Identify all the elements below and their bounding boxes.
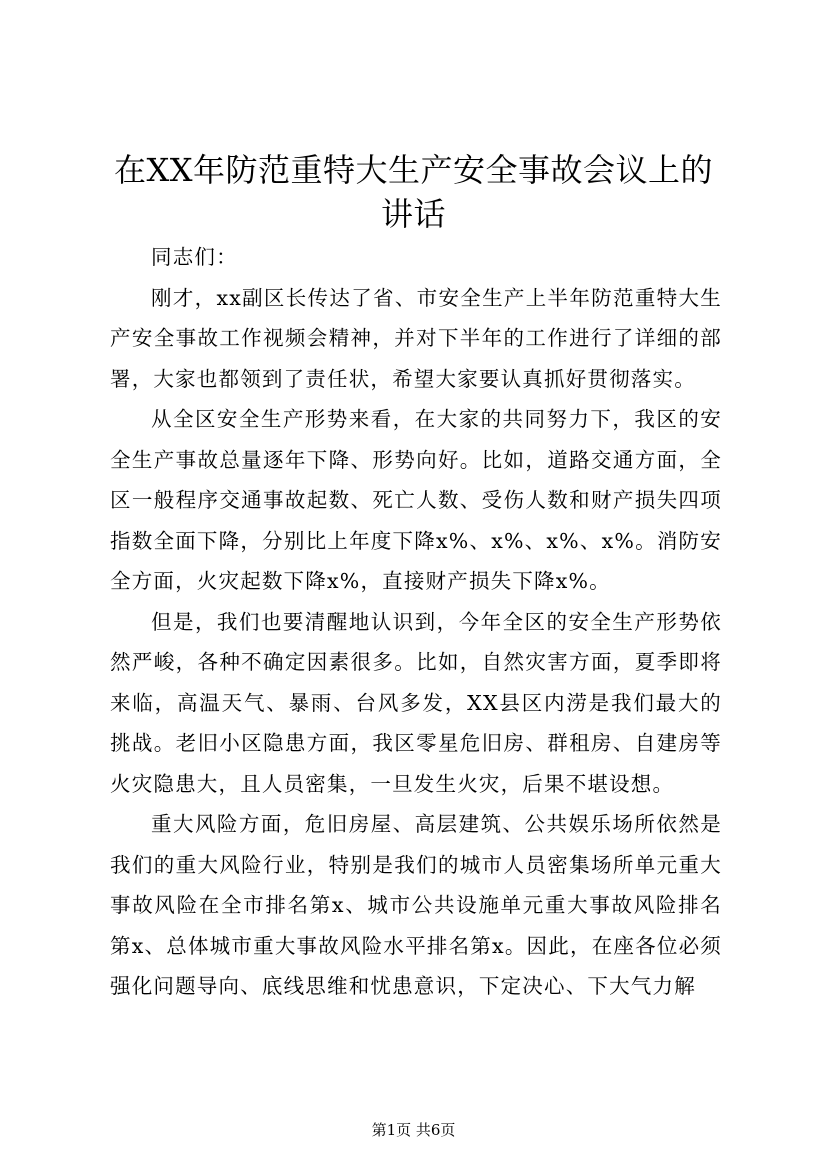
paragraph-1: 刚才，xx副区长传达了省、市安全生产上半年防范重特大生产安全事故工作视频会精神，并对下半年的工作进行了详细的部署，大家也都领到了责任状，希望大家要认真抓好贯彻落实。 [110, 285, 722, 391]
page-footer: 第1页 共6页 [371, 1121, 456, 1139]
document-title: 在XX年防范重特大生产安全事故会议上的讲话 [113, 151, 714, 233]
salutation: 同志们： [151, 245, 238, 269]
paragraph-2: 从全区安全生产形势来看，在大家的共同努力下，我区的安全生产事故总量逐年下降、形势向好。比如，道路交通方面，全区一般程序交通事故起数、死亡人数、受伤人数和财产损失四项指数全面下降，分别比上年度下降x%、x%、x%、x%。消防安全方面，火灾起数下降x%，直接财产损失下降x%。 [110, 407, 722, 593]
paragraph-3: 但是，我们也要清醒地认识到，今年全区的安全生产形势依然严峻，各种不确定因素很多。比如，自然灾害方面，夏季即将来临，高温天气、暴雨、台风多发，XX县区内涝是我们最大的挑战。老旧小区隐患方面，我区零星危旧房、群租房、自建房等火灾隐患大，且人员密集，一旦发生火灾，后果不堪设想。 [110, 609, 722, 796]
paragraph-4: 重大风险方面，危旧房屋、高层建筑、公共娱乐场所依然是我们的重大风险行业，特别是我们的城市人员密集场所单元重大事故风险在全市排名第x、城市公共设施单元重大事故风险排名第x、总体城市重大事故风险水平排名第x。因此，在座各位必须强化问题导向、底线思维和忧患意识，下定决心、下大气力解 [110, 812, 722, 998]
document-body [110, 237, 722, 1007]
